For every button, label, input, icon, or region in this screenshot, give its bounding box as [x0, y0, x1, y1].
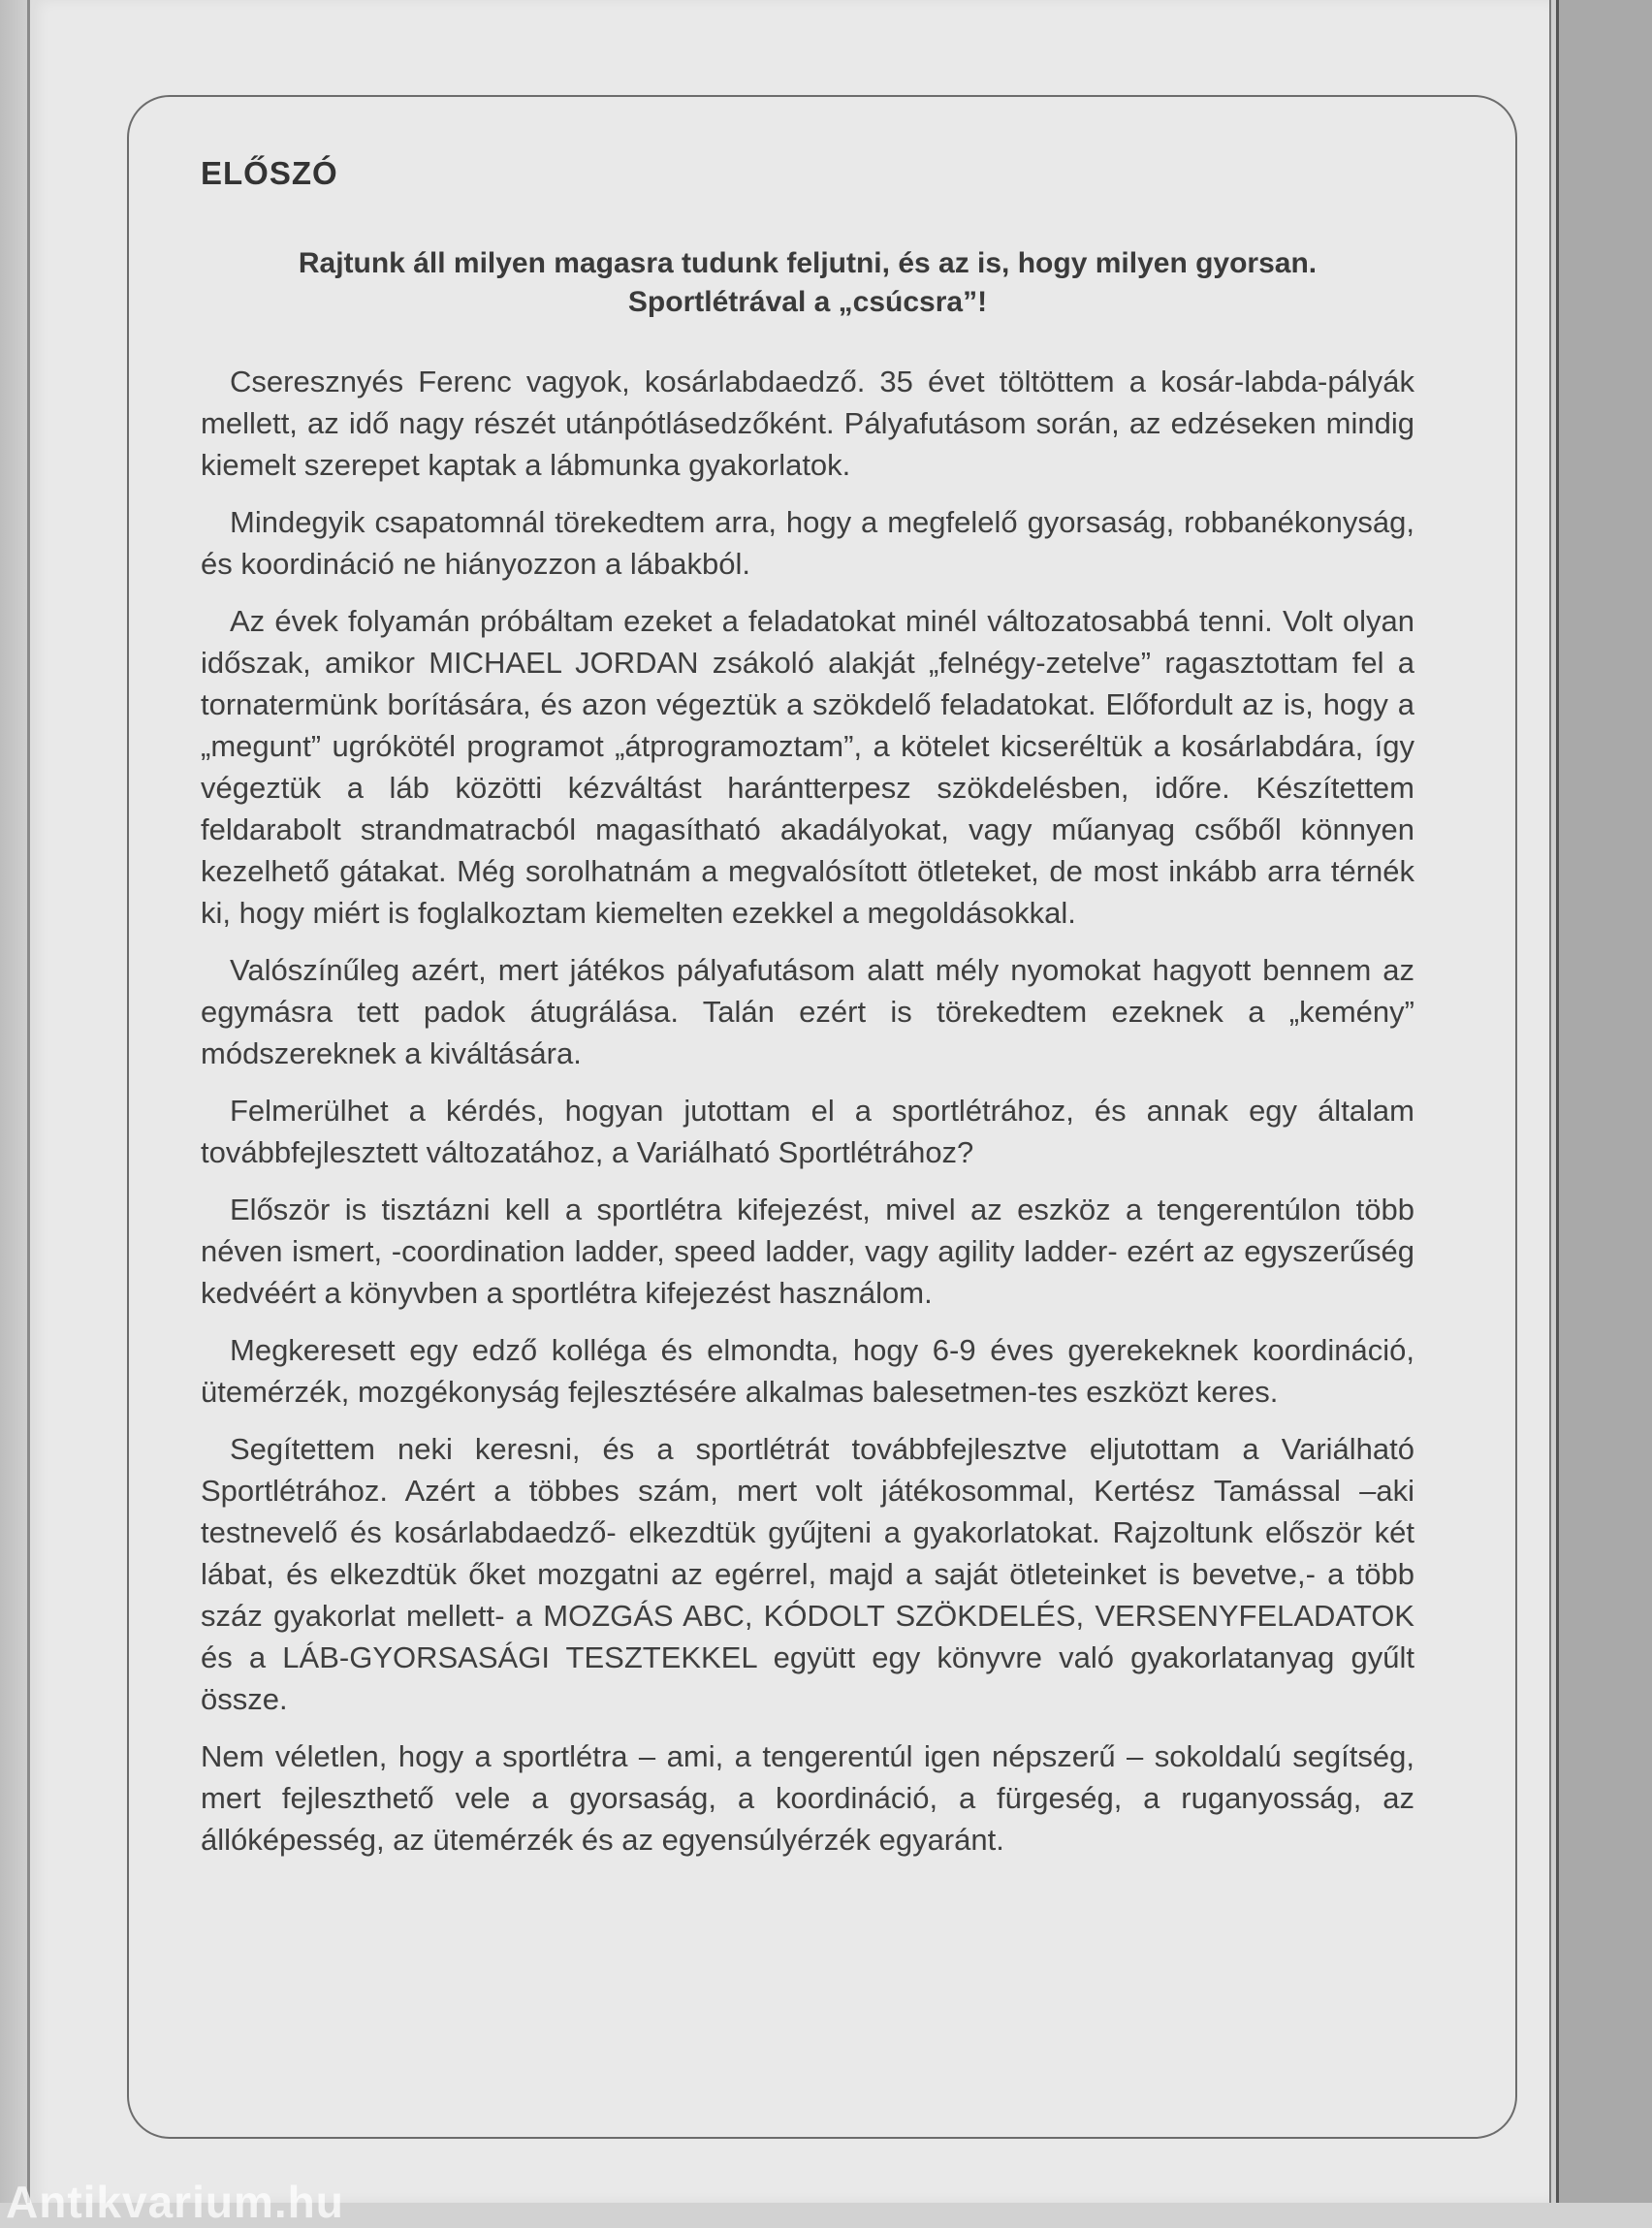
- watermark-text: Antikvarium.hu: [6, 2177, 344, 2227]
- paragraph-8: Segítettem neki keresni, és a sportlétrát továbbfejlesztve eljutottam a Variálható Sportlétrához. Azért a többes szám, mert volt játékosommal, Kertész Tamással –aki testnevelő és kosárlabdaedző- elkezdtük gyűjteni a gyakorlatokat. Rajzoltunk először két lábat, és elkezdtük őket mozgatni az egérrel, majd a saját ötleteinket is bevetve,- a több száz gyakorlat mellett- a MOZGÁS ABC, KÓDOLT SZÖKDELÉS, VERSENYFELADATOK és a LÁB-GYORSASÁGI TESZTEKKEL együtt egy könyvre való gyakorlatanyag gyűlt össze.: [201, 1432, 1414, 1716]
- page-edge: [1549, 0, 1559, 2203]
- paragraph-6: Először is tisztázni kell a sportlétra kifejezést, mivel az eszköz a tengerentúlon több néven ismert, -coordination ladder, speed ladder, vagy agility ladder- ezért az egyszerűség kedvéért a könyvben a sportlétra kifejezést használom.: [201, 1193, 1414, 1310]
- motto-line-1: Rajtunk áll milyen magasra tudunk feljutni, és az is, hogy milyen gyorsan.: [298, 247, 1318, 279]
- paragraph-7: Megkeresett egy edző kolléga és elmondta, hogy 6-9 éves gyerekeknek koordináció, ütemérzék, mozgékonyság fejlesztésére alkalmas balesetmen-tes eszközt keres.: [201, 1333, 1414, 1409]
- left-page-gutter: [0, 0, 27, 2203]
- motto: [201, 244, 1414, 322]
- paragraph-9: Nem véletlen, hogy a sportlétra – ami, a tengerentúl igen népszerű – sokoldalú segítség, mert fejleszthető vele a gyorsaság, a koordináció, a fürgeség, a ruganyosság, az állóképesség, az ütemérzék és az egyensúlyérzék egyaránt.: [201, 1739, 1414, 1857]
- paragraph-4: Valószínűleg azért, mert játékos pályafutásom alatt mély nyomokat hagyott bennem az egymásra tett padok átugrálása. Talán ezért is törekedtem ezeknek a „kemény” módszereknek a kiváltására.: [201, 953, 1414, 1070]
- paragraph-5: Felmerülhet a kérdés, hogyan jutottam el a sportlétrához, és annak egy általam továbbfejlesztett változatához, a Variálható Sportlétrához?: [201, 1094, 1414, 1169]
- book-page: [27, 0, 1552, 2203]
- body-text: [201, 361, 1414, 1861]
- rounded-text-frame: [127, 95, 1517, 2139]
- paragraph-2: Mindegyik csapatomnál törekedtem arra, hogy a megfelelő gyorsaság, robbanékonyság, és koordináció ne hiányozzon a lábakból.: [201, 505, 1414, 581]
- paragraph-1: Cseresznyés Ferenc vagyok, kosárlabdaedző. 35 évet töltöttem a kosár-labda-pályák mellett, az idő nagy részét utánpótlásedzőként. Pályafutásom során, az edzéseken mindig kiemelt szerepet kaptak a lábmunka gyakorlatok.: [201, 365, 1414, 482]
- background-surface: [1559, 0, 1652, 2203]
- paragraph-3: Az évek folyamán próbáltam ezeket a feladatokat minél változatosabbá tenni. Volt olyan időszak, amikor MICHAEL JORDAN zsákoló alakját „felnégy-zetelve” ragasztottam fel a tornatermünk borítására, és azon végeztük a szökdelő feladatokat. Előfordult az is, hogy a „megunt” ugrókötél programot „átprogramoztam”, a kötelet kicseréltük a kosárlabdára, így végeztük a láb közötti kézváltást harántterpesz szökdelésben, időre. Készítettem feldarabolt strandmatracból magasítható akadályokat, vagy műanyag csőből könnyen kezelhető gátakat. Még sorolhatnám a megvalósított ötleteket, de most inkább arra térnék ki, hogy miért is foglalkoztam kiemelten ezekkel a megoldásokkal.: [201, 604, 1414, 930]
- motto-line-2: Sportlétrával a „csúcsra”!: [627, 286, 988, 318]
- section-title: ELŐSZÓ: [201, 155, 338, 191]
